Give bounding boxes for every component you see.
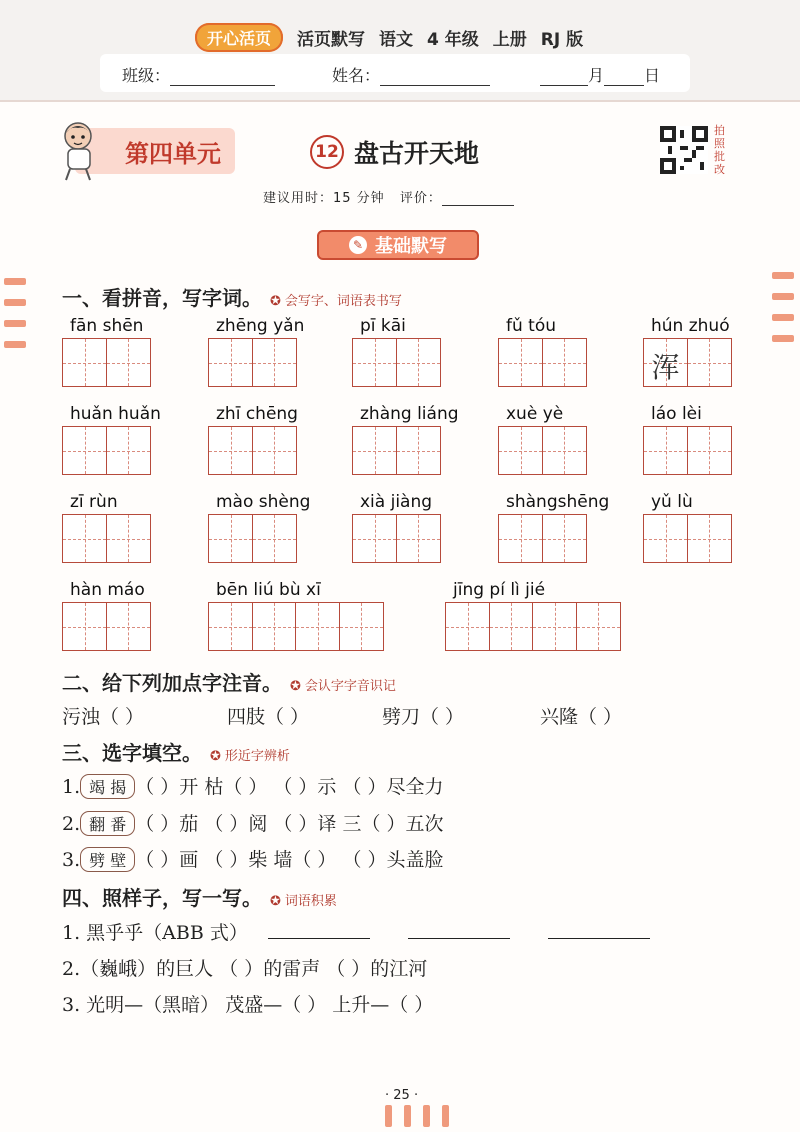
writing-cells: [498, 338, 587, 387]
pinyin-item: [62, 580, 151, 651]
pinyin-item: [62, 492, 151, 563]
writing-cell[interactable]: [208, 426, 253, 475]
date-field[interactable]: 月 日: [540, 63, 660, 86]
pinyin-label: zhàng liáng: [360, 404, 459, 424]
writing-cell[interactable]: [208, 602, 253, 651]
pinyin-label: xuè yè: [506, 404, 564, 424]
qr-caption: 拍照批改: [714, 124, 725, 176]
q4-row-1[interactable]: 1. 黑乎乎（ABB 式）: [62, 922, 248, 944]
writing-cells: [62, 514, 151, 563]
pinyin-item: [208, 580, 384, 651]
writing-cells: [62, 426, 161, 475]
pinyin-label: bēn liú bù xī: [216, 580, 321, 600]
writing-cell[interactable]: [542, 426, 587, 475]
answer-line[interactable]: [548, 938, 650, 939]
writing-cell[interactable]: [687, 338, 732, 387]
section-banner: ✎ 基础默写: [317, 230, 479, 260]
writing-cell[interactable]: [106, 338, 151, 387]
writing-cell[interactable]: [106, 514, 151, 563]
page-number: · 25 ·: [385, 1088, 419, 1103]
cell-char: 浑: [651, 351, 680, 384]
pinyin-item: [643, 492, 732, 563]
writing-cells: [498, 514, 609, 563]
writing-cell[interactable]: [208, 514, 253, 563]
pinyin-item: [498, 492, 609, 563]
header-grade: 4 年级: [427, 29, 479, 50]
writing-cell[interactable]: [252, 602, 297, 651]
pinyin-item: [352, 316, 441, 387]
writing-cell[interactable]: [339, 602, 384, 651]
pinyin-label: zhī chēng: [216, 404, 298, 424]
writing-cell[interactable]: [445, 602, 490, 651]
pinyin-item: [498, 404, 587, 475]
pinyin-label: mào shèng: [216, 492, 311, 512]
brand-logo: 开心活页: [195, 23, 283, 52]
q4-row-2[interactable]: 2.（巍峨）的巨人 （ ）的雷声 （ ）的江河: [62, 958, 428, 980]
writing-cells: [208, 514, 310, 563]
pinyin-label: láo lèi: [651, 404, 702, 424]
pinyin-item: [62, 316, 151, 387]
q1-heading: 一、看拼音，写字词。✪ 会写字、词语表书写: [62, 282, 402, 311]
q4-row-3[interactable]: 3. 光明—（黑暗） 茂盛—（ ） 上升—（ ）: [62, 994, 434, 1016]
writing-cells: [208, 338, 304, 387]
answer-line[interactable]: [408, 938, 510, 939]
writing-cell[interactable]: [62, 426, 107, 475]
writing-cell[interactable]: [532, 602, 577, 651]
writing-cell[interactable]: [396, 338, 441, 387]
header-title-row: [195, 22, 583, 52]
q3-row-3[interactable]: 3. 劈 壁 （ ）画 （ ）柴 墙（ ） （ ）头盖脸: [62, 849, 444, 871]
q4-heading: 四、照样子，写一写。✪ 词语积累: [62, 882, 337, 911]
pinyin-label: jīng pí lì jié: [453, 580, 546, 600]
class-field[interactable]: 班级：: [122, 63, 275, 86]
writing-cell[interactable]: [396, 514, 441, 563]
header-subtitle: 活页默写: [297, 29, 366, 50]
left-edge-tabs: [4, 278, 26, 348]
q2-item[interactable]: 污浊（ ）: [62, 706, 145, 728]
writing-cell[interactable]: [106, 426, 151, 475]
pinyin-item: [208, 492, 310, 563]
writing-cell[interactable]: [62, 602, 107, 651]
q3-row-2[interactable]: 2. 翻 番 （ ）茄 （ ）阅 （ ）译 三（ ）五次: [62, 813, 444, 835]
answer-line[interactable]: [268, 938, 370, 939]
pinyin-label: pī kāi: [360, 316, 406, 336]
pinyin-item: [498, 316, 587, 387]
writing-cells: [352, 426, 459, 475]
writing-cells: [445, 602, 621, 651]
pinyin-label: zī rùn: [70, 492, 118, 512]
writing-cell[interactable]: [396, 426, 441, 475]
lesson-title: 盘古开天地: [354, 139, 480, 168]
writing-cell[interactable]: [542, 338, 587, 387]
writing-cells: [643, 426, 732, 475]
writing-cells: [208, 602, 384, 651]
name-field[interactable]: 姓名：: [332, 63, 490, 86]
writing-cell[interactable]: [687, 426, 732, 475]
writing-cell[interactable]: [576, 602, 621, 651]
pinyin-item: [352, 404, 459, 475]
q2-heading: 二、给下列加点字注音。✪ 会认字字音识记: [62, 667, 396, 696]
writing-cell[interactable]: [352, 426, 397, 475]
q2-item[interactable]: 劈刀（ ）: [382, 706, 465, 728]
writing-cell[interactable]: [352, 514, 397, 563]
pinyin-item: [352, 492, 441, 563]
q3-row-1[interactable]: 1. 竭 揭 （ ）开 枯（ ） （ ）示 （ ）尽全力: [62, 776, 444, 798]
pinyin-item: [445, 580, 621, 651]
writing-cells: [643, 338, 732, 387]
pinyin-item: [208, 316, 304, 387]
header-subject: 语文: [379, 29, 414, 50]
writing-cell[interactable]: [352, 338, 397, 387]
lesson-number: 12: [310, 135, 344, 169]
student-info-bar: [100, 54, 690, 92]
writing-cell[interactable]: [252, 514, 297, 563]
writing-cell[interactable]: [643, 338, 688, 387]
writing-cell[interactable]: [252, 426, 297, 475]
writing-cells: [352, 514, 441, 563]
choice-box: 劈 壁: [80, 847, 135, 872]
pen-icon: ✎: [349, 236, 367, 254]
pinyin-label: shàngshēng: [506, 492, 610, 512]
writing-cell[interactable]: [687, 514, 732, 563]
choice-box: 竭 揭: [80, 774, 135, 799]
writing-cells: [62, 338, 151, 387]
writing-cell[interactable]: [498, 514, 543, 563]
writing-cell[interactable]: [62, 514, 107, 563]
mascot-icon: [52, 118, 106, 182]
right-edge-tabs: [772, 272, 794, 342]
pinyin-label: hún zhuó: [651, 316, 730, 336]
lesson-title-block: [310, 134, 479, 170]
pinyin-label: hàn máo: [70, 580, 145, 600]
writing-cells: [208, 426, 298, 475]
writing-cell[interactable]: [643, 514, 688, 563]
writing-cell[interactable]: [62, 338, 107, 387]
pinyin-item: [643, 316, 732, 387]
q3-heading: 三、选字填空。✪ 形近字辨析: [62, 737, 290, 766]
header-divider: [0, 100, 800, 102]
qr-code-icon[interactable]: [660, 126, 708, 174]
writing-cell[interactable]: [252, 338, 297, 387]
writing-cells: [352, 338, 441, 387]
q2-item[interactable]: 兴隆（ ）: [540, 706, 623, 728]
writing-cell[interactable]: [295, 602, 340, 651]
pinyin-item: [62, 404, 161, 475]
writing-cells: [643, 514, 732, 563]
writing-cell[interactable]: [498, 338, 543, 387]
writing-cell[interactable]: [498, 426, 543, 475]
pinyin-label: yǔ lù: [651, 492, 693, 512]
pinyin-label: xià jiàng: [360, 492, 433, 512]
writing-cell[interactable]: [106, 602, 151, 651]
pinyin-label: fǔ tóu: [506, 316, 557, 336]
pinyin-label: huǎn huǎn: [70, 404, 161, 424]
choice-box: 翻 番: [80, 811, 135, 836]
writing-cell[interactable]: [542, 514, 587, 563]
pinyin-item: [643, 404, 732, 475]
writing-cells: [62, 602, 151, 651]
writing-cell[interactable]: [643, 426, 688, 475]
header-volume: 上册: [492, 29, 527, 50]
unit-title: 第四单元: [75, 128, 235, 174]
pinyin-label: zhēng yǎn: [216, 316, 305, 336]
suggested-time: 建议用时：15 分钟 评价：: [263, 187, 514, 206]
pinyin-label: fān shēn: [70, 316, 144, 336]
writing-cells: [498, 426, 587, 475]
q2-item[interactable]: 四肢（ ）: [227, 706, 310, 728]
writing-cell[interactable]: [489, 602, 534, 651]
header-edition: RJ 版: [540, 29, 584, 50]
writing-cell[interactable]: [208, 338, 253, 387]
pinyin-item: [208, 404, 298, 475]
bottom-edge-tabs: [385, 1105, 449, 1127]
